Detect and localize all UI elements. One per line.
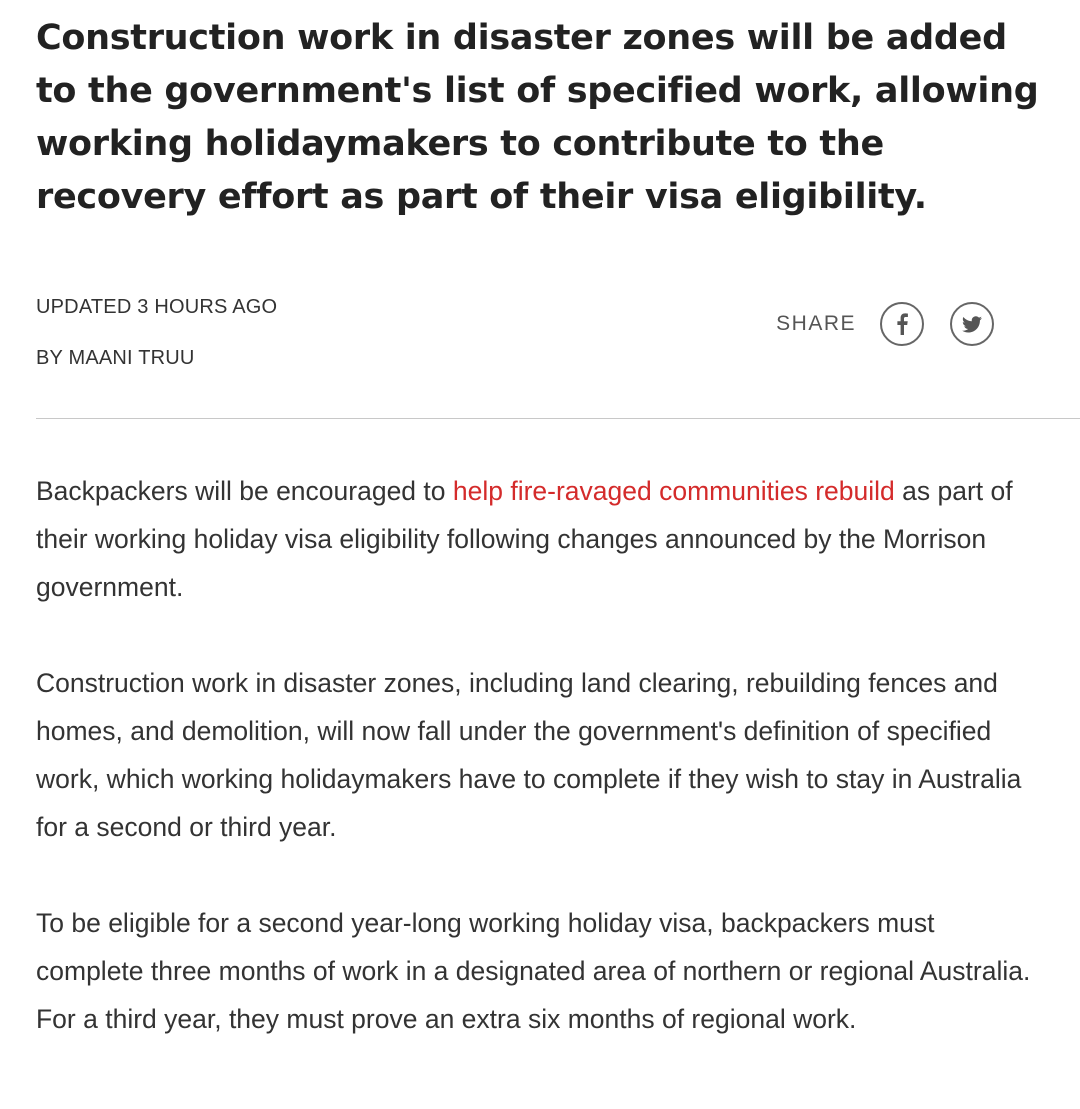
fire-communities-link[interactable]: help fire-ravaged communities rebuild xyxy=(452,476,895,506)
updated-timestamp: UPDATED 3 HOURS AGO xyxy=(36,296,278,318)
twitter-icon xyxy=(962,316,982,333)
body-paragraph xyxy=(36,467,1046,611)
twitter-share-button[interactable] xyxy=(950,302,994,346)
paragraph-text: as part of their working holiday visa eligibility following changes announced by the Morrison government. xyxy=(36,476,1013,602)
facebook-icon xyxy=(895,313,909,335)
share-label: SHARE xyxy=(776,312,856,335)
author-byline[interactable]: BY MAANI TRUU xyxy=(36,347,195,369)
facebook-share-button[interactable] xyxy=(880,302,924,346)
meta-row xyxy=(36,278,1046,408)
body-paragraph: Construction work in disaster zones, including land clearing, rebuilding fences and homes, and demolition, will now fall under the government's definition of specified work, which working holidaymakers have to complete if they wish to stay in Australia for a second or third year. xyxy=(36,668,1022,842)
article-body xyxy=(36,467,1046,1091)
article-header xyxy=(36,0,1046,408)
section-divider xyxy=(36,418,1080,419)
body-paragraph: To be eligible for a second year-long working holiday visa, backpackers must complete three months of work in a designated area of northern or regional Australia. For a third year, they must prove an extra six months of regional work. xyxy=(36,908,1031,1034)
headline: Construction work in disaster zones will be added to the government's list of specified work, allowing working holidaymakers to contribute to the recovery effort as part of their visa eligibility. xyxy=(36,18,1039,217)
share-bar xyxy=(776,302,994,346)
paragraph-text: Backpackers will be encouraged to xyxy=(36,476,453,506)
